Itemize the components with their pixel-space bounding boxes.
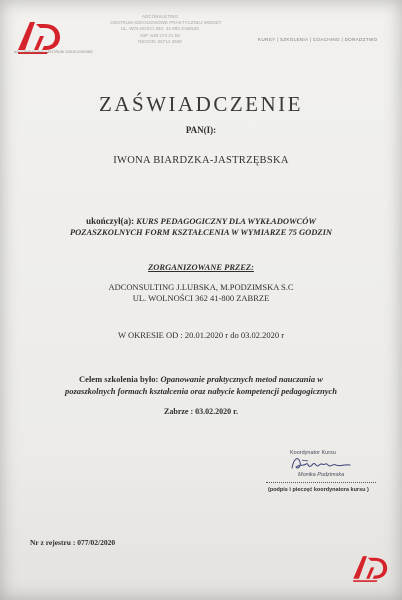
stamp-line: ADCONSULTING xyxy=(141,14,179,19)
stamp-line: REGON: 36714 2508 xyxy=(138,38,182,44)
organizer-line-2: UL. WOLNOŚCI 362 41-800 ZABRZE xyxy=(132,293,270,303)
recipient-name: IWONA BIARDZKA-JASTRZĘBSKA xyxy=(113,155,289,166)
course-period: W OKRESIE OD : 20.01.2020 r do 03.02.2020 r xyxy=(117,330,285,340)
adconsulting-logo-bottom xyxy=(350,552,392,586)
signature-line xyxy=(266,482,376,483)
goal-line-2: pozaszkolnych formach kształcenia oraz nabycie kompetencji pedagogicznych xyxy=(65,386,337,396)
stamp-line: NIP: 648 273 21 58 xyxy=(140,32,180,38)
issue-date: Zabrze : 03.02.2020 r. xyxy=(164,407,238,416)
coordinator-name: Monika Podzimska xyxy=(298,472,345,478)
organizer-block xyxy=(0,282,402,304)
course-description xyxy=(0,216,402,238)
registry-number: Nr z rejestru : 077/02/2020 xyxy=(30,538,116,547)
goal-label: Celem szkolenia było: xyxy=(79,374,159,384)
signature-caption: (podpis i pieczęć koordynatora kursu ) xyxy=(268,487,369,493)
coordinator-label: Koordynator Kursu xyxy=(290,450,336,456)
stamp-line: UL. WOLNOŚCI 362, 41-800 ZABRZE xyxy=(120,26,200,32)
logo-caption: ADCONSULTING CENTRUM SZKOLENIOWE xyxy=(14,50,94,54)
organized-by-label: ZORGANIZOWANE PRZEZ: xyxy=(148,262,254,272)
course-line-1: KURS PEDAGOGICZNY DLA WYKŁADOWCÓW xyxy=(136,216,316,226)
recipient-label: PAN(I): xyxy=(185,125,217,135)
course-goal xyxy=(0,373,402,397)
organizer-line-1: ADCONSULTING J.LUBSKA, M.PODZIMSKA S.C xyxy=(108,282,294,292)
completed-label: ukończył(a): xyxy=(86,216,135,226)
services-line: KURSY | SZKOLENIA | COACHING | DORADZTWO xyxy=(258,37,378,42)
stamp-line: CENTRUM SZKOLENIOWE PRAKTYCZNEJ WIEDZY xyxy=(110,20,222,26)
course-line-2: POZASZKOLNYCH FORM KSZTAŁCENIA W WYMIARZE 75 GODZIN xyxy=(69,227,333,237)
company-stamp xyxy=(110,14,222,45)
document-title: ZAŚWIADCZENIE xyxy=(99,92,303,116)
goal-line-1: Opanowanie praktycznych metod nauczania w xyxy=(160,374,323,384)
